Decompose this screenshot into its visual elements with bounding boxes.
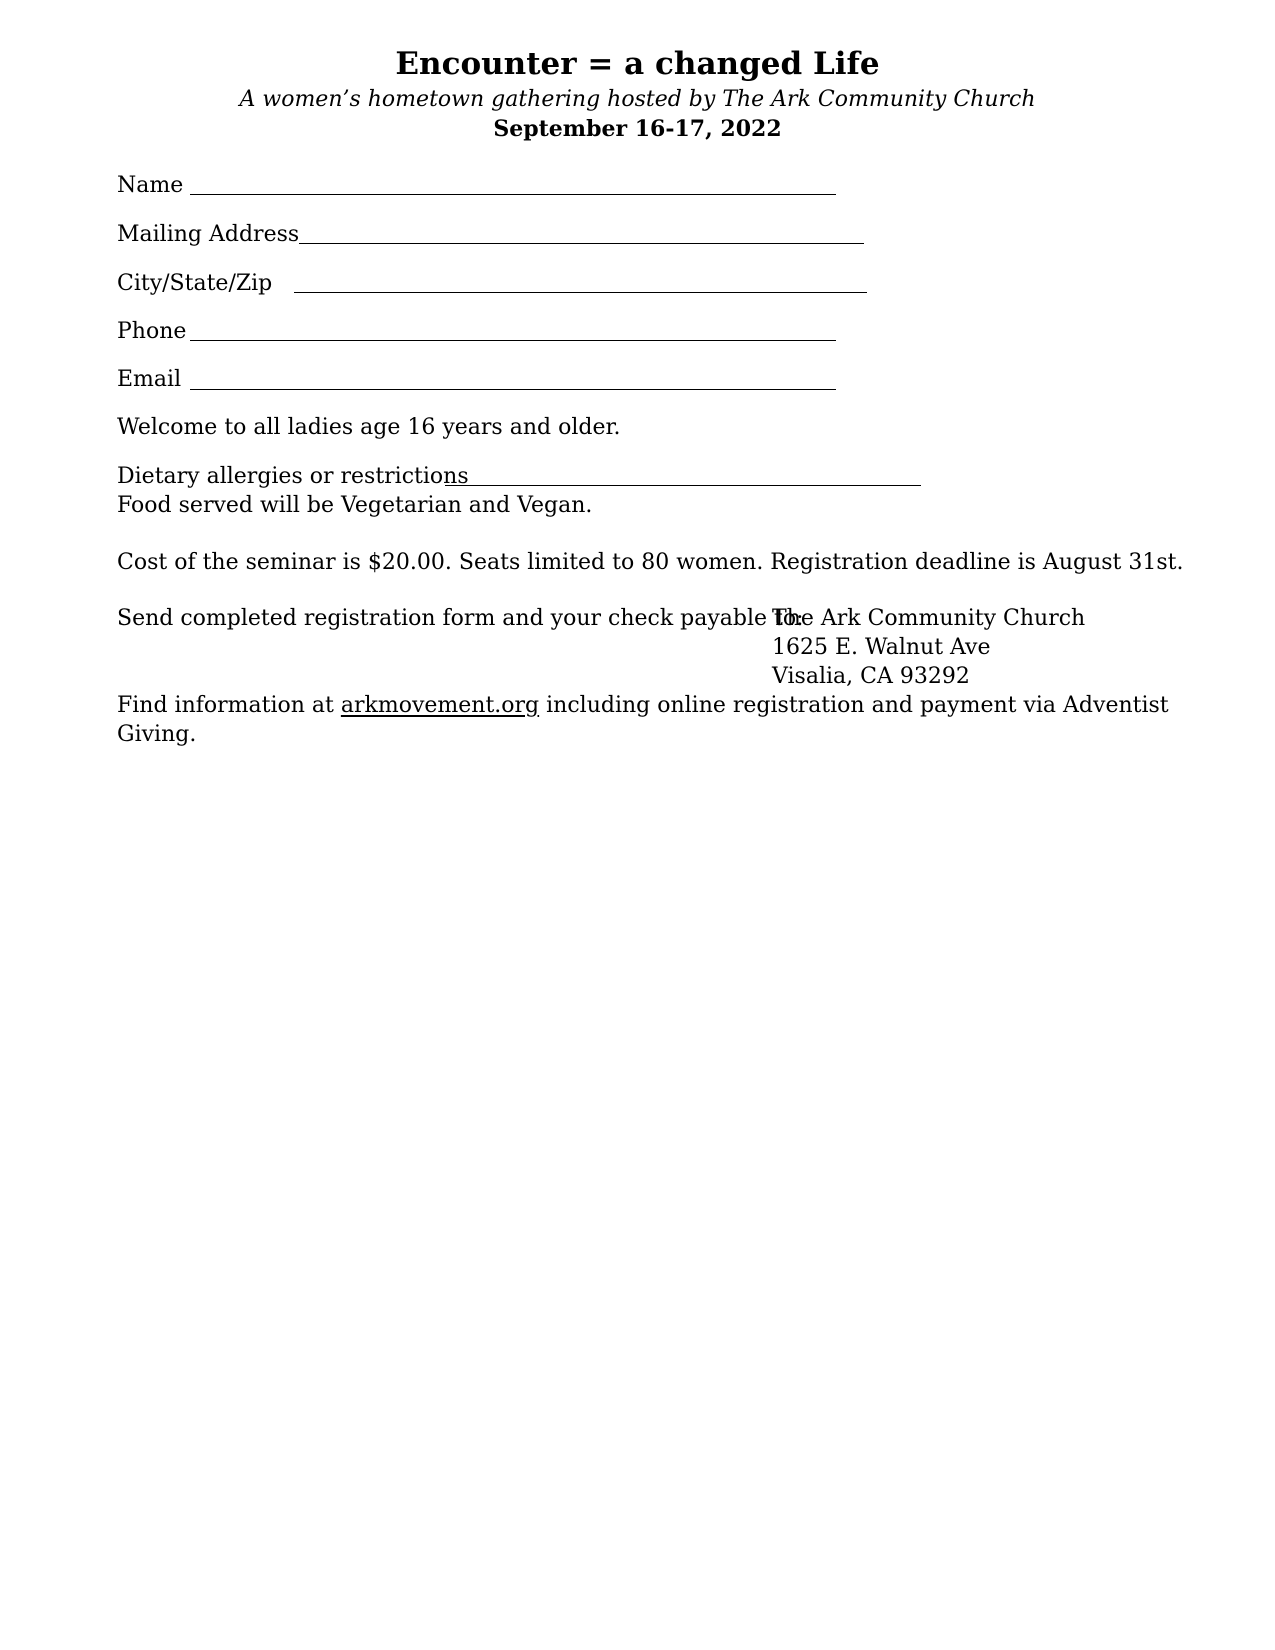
city-state-zip-label: City/State/Zip: [117, 271, 273, 296]
find-info-suffix: including online registration and payment via Adventist: [546, 693, 1169, 718]
city-state-zip-field[interactable]: [294, 292, 867, 293]
email-field[interactable]: [190, 389, 836, 390]
welcome-text: Welcome to all ladies age 16 years and older.: [117, 415, 621, 440]
find-info-prefix: Find information at: [117, 693, 334, 718]
find-info-line-2: Giving.: [117, 722, 197, 747]
cost-text: Cost of the seminar is $20.00. Seats limited to 80 women. Registration deadline is August 31st.: [117, 550, 1184, 575]
page-subtitle: A women’s hometown gathering hosted by The Ark Community Church: [239, 87, 1036, 112]
website-link[interactable]: arkmovement.org: [340, 693, 540, 718]
find-info-line: [117, 692, 1169, 720]
send-instructions: Send completed registration form and your check payable to:: [117, 606, 804, 631]
payee-street: 1625 E. Walnut Ave: [772, 635, 991, 660]
phone-field[interactable]: [190, 340, 836, 341]
name-label: Name: [117, 173, 184, 198]
mailing-address-label: Mailing Address: [117, 222, 300, 247]
phone-label: Phone: [117, 319, 187, 344]
page-title: Encounter = a changed Life: [395, 46, 880, 82]
payee-city: Visalia, CA 93292: [772, 664, 970, 689]
mailing-address-field[interactable]: [299, 243, 864, 244]
event-date: September 16-17, 2022: [493, 116, 782, 142]
email-label: Email: [117, 367, 182, 392]
dietary-field[interactable]: [445, 485, 921, 486]
name-field[interactable]: [190, 194, 836, 195]
food-note: Food served will be Vegetarian and Vegan.: [117, 493, 593, 518]
dietary-label: Dietary allergies or restrictions: [117, 464, 469, 489]
payee-name: The Ark Community Church: [772, 606, 1086, 631]
